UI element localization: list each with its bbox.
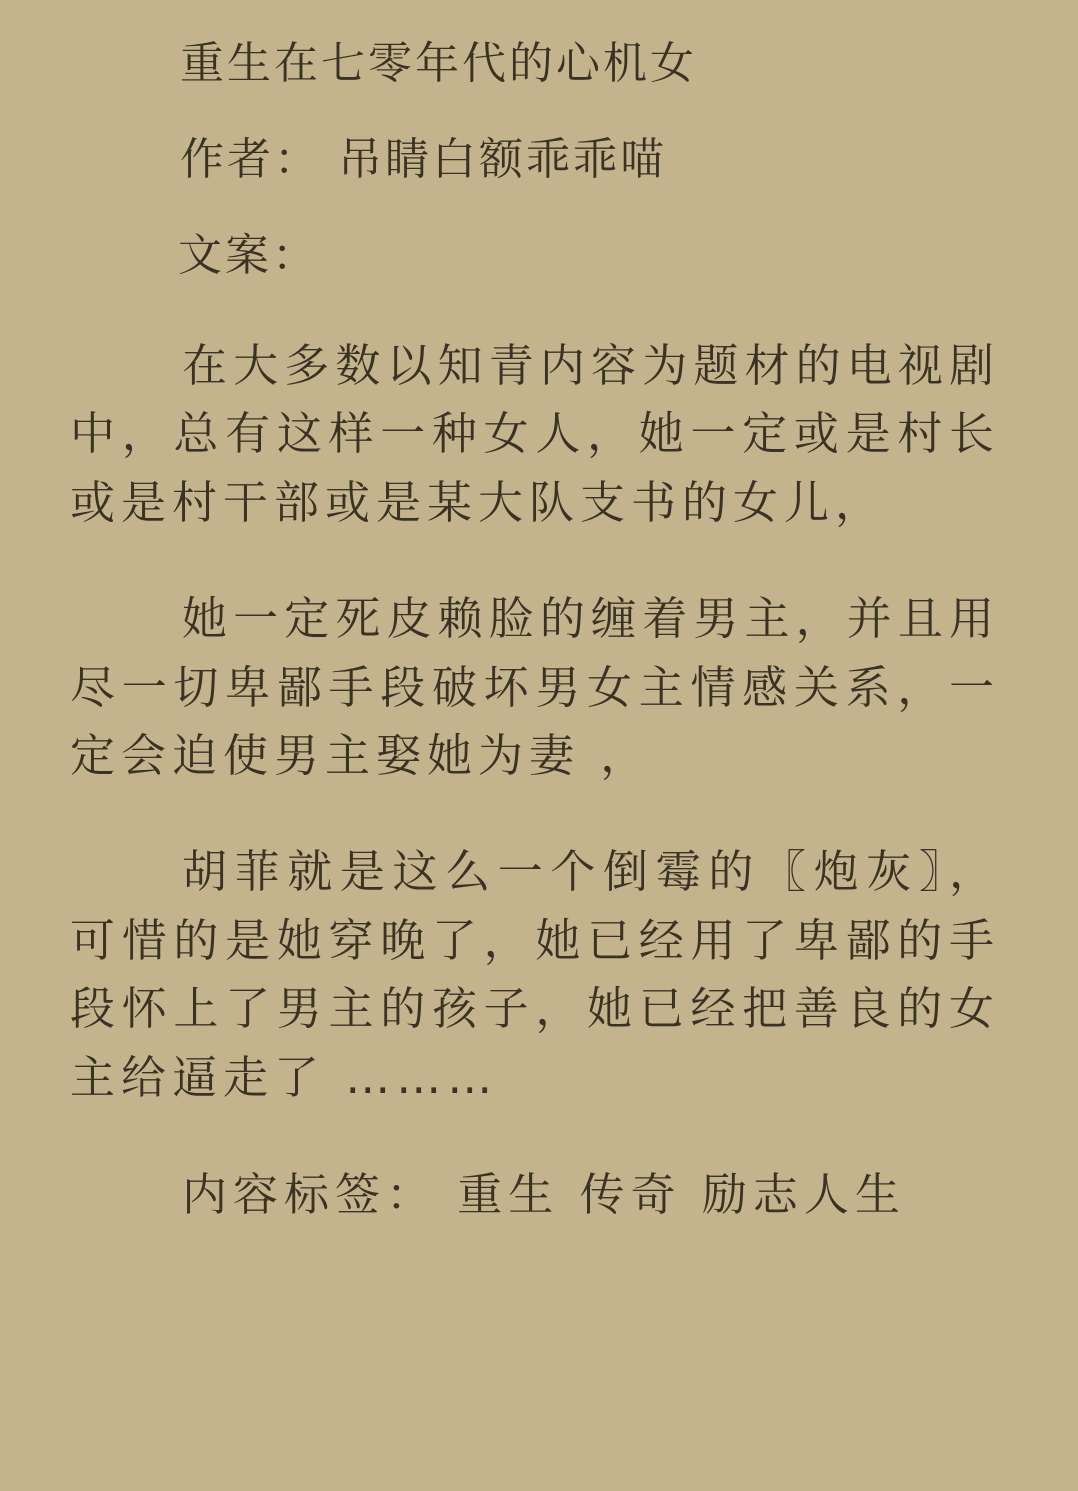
- synopsis-paragraph: 胡菲就是这么一个倒霉的〖炮灰〗，可惜的是她穿晚了，她已经用了卑鄙的手段怀上了男主的孩子，她已经把善良的女主给逼走了 ………: [70, 845, 1000, 1104]
- content-tags: 内容标签： 重生 传奇 励志人生: [182, 1167, 906, 1221]
- synopsis-label: 文案：: [178, 230, 319, 281]
- synopsis-paragraph: 在大多数以知青内容为题材的电视剧中，总有这样一种女人，她一定或是村长或是村干部或是某大队支书的女儿，: [70, 339, 1000, 529]
- page-title: 重生在七零年代的心机女: [180, 38, 697, 89]
- author-line: 作者： 吊睛白额乖乖喵: [180, 134, 667, 185]
- synopsis-paragraph: 她一定死皮赖脸的缠着男主，并且用尽一切卑鄙手段破坏男女主情感关系，一定会迫使男主娶她为妻 ，: [70, 592, 1000, 782]
